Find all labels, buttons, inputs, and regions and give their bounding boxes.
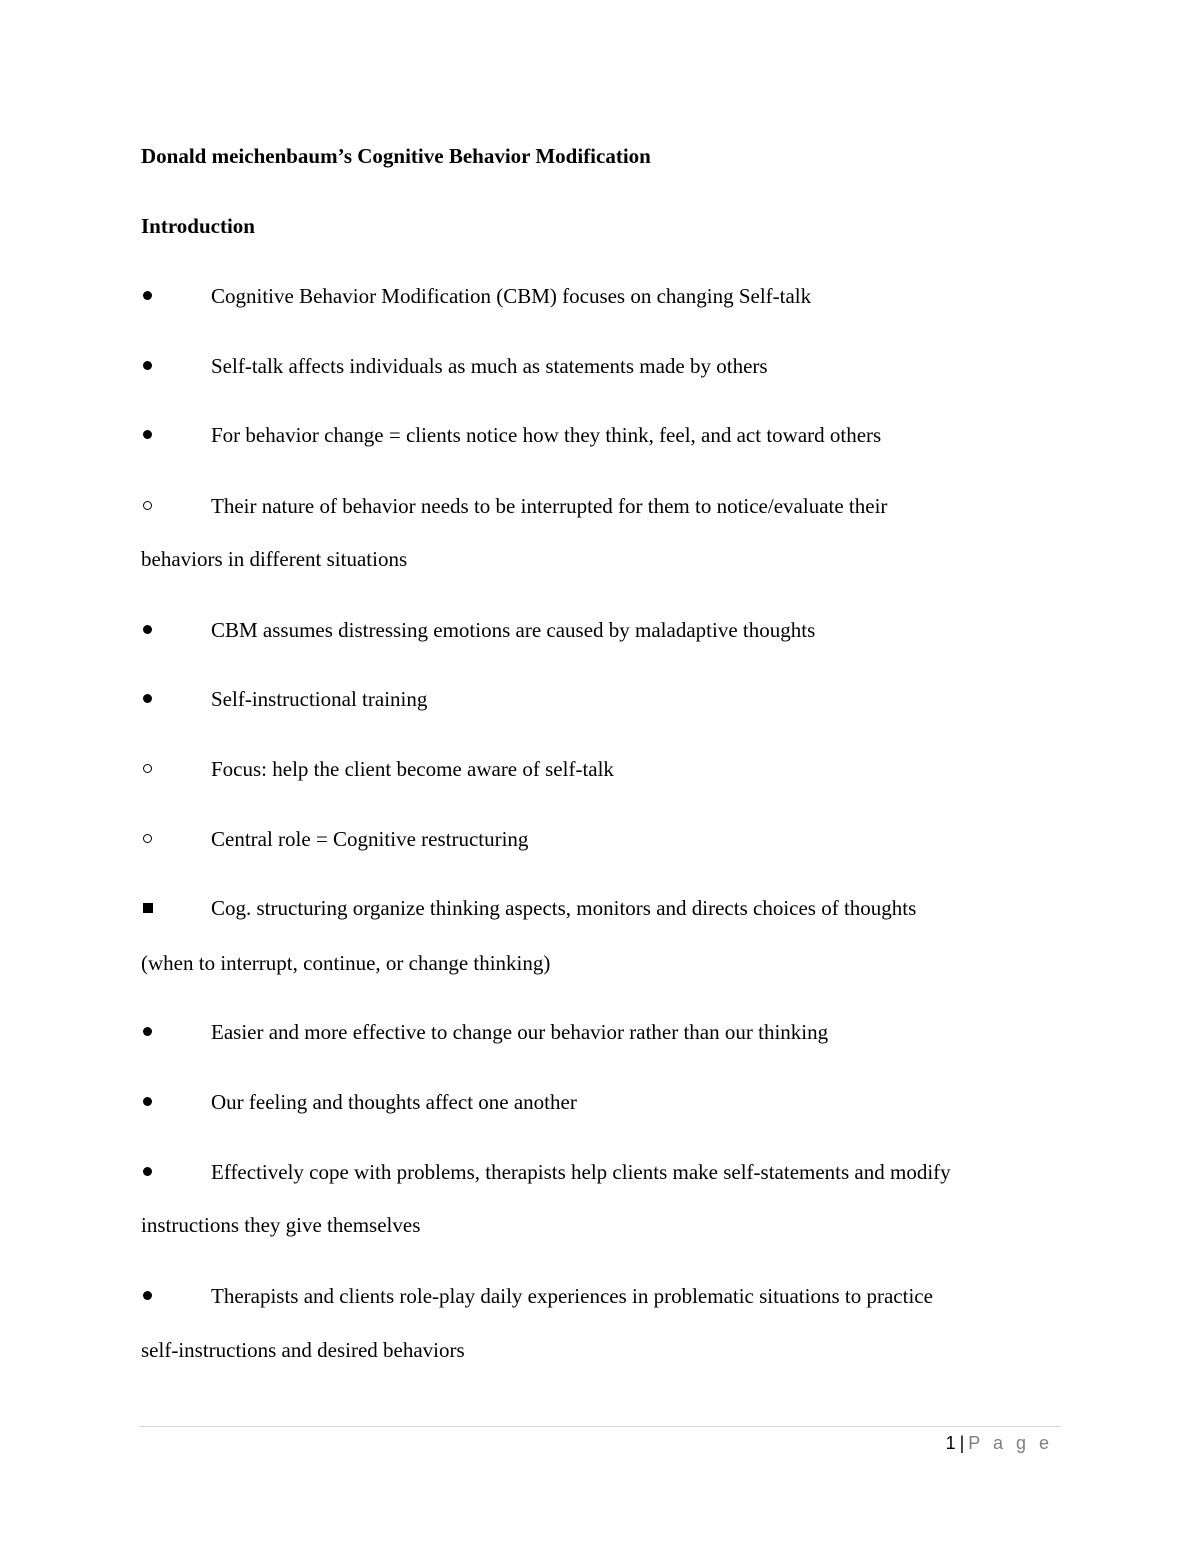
- footer-separator: |: [959, 1433, 965, 1453]
- bullet-disc-icon: [141, 1159, 163, 1185]
- list-item: Therapists and clients role-play daily experiences in problematic situations to practice: [211, 1284, 933, 1308]
- list-item: Cog. structuring organize thinking aspects, monitors and directs choices of thoughts: [211, 896, 917, 920]
- list-item: Self-talk affects individuals as much as statements made by others: [211, 354, 768, 378]
- page-label: P a g e: [968, 1433, 1053, 1453]
- list-item: For behavior change = clients notice how they think, feel, and act toward others: [211, 423, 882, 447]
- bullet-square-icon: [141, 895, 163, 921]
- bullet-disc-icon: [141, 617, 163, 643]
- list-item: Their nature of behavior needs to be interrupted for them to notice/evaluate their: [211, 494, 888, 518]
- document-title: Donald meichenbaum’s Cognitive Behavior Modification: [141, 144, 651, 168]
- page-number: 1: [945, 1433, 956, 1453]
- list-item: Focus: help the client become aware of self-talk: [211, 757, 614, 781]
- list-item-continuation: (when to interrupt, continue, or change thinking): [141, 951, 551, 975]
- bullet-disc-icon: [141, 1283, 163, 1309]
- bullet-disc-icon: [141, 283, 163, 309]
- bullet-disc-icon: [141, 1089, 163, 1115]
- list-item-continuation: self-instructions and desired behaviors: [141, 1338, 465, 1362]
- list-item-continuation: behaviors in different situations: [141, 547, 408, 571]
- bullet-circle-icon: [141, 493, 163, 519]
- bullet-circle-icon: [141, 826, 163, 852]
- list-item: CBM assumes distressing emotions are caused by maladaptive thoughts: [211, 618, 816, 642]
- list-item: Central role = Cognitive restructuring: [211, 827, 529, 851]
- list-item: Cognitive Behavior Modification (CBM) focuses on changing Self-talk: [211, 284, 812, 308]
- list-item-continuation: instructions they give themselves: [141, 1213, 421, 1237]
- list-item: Self-instructional training: [211, 687, 428, 711]
- bullet-disc-icon: [141, 1019, 163, 1045]
- bullet-circle-icon: [141, 756, 163, 782]
- list-item: Effectively cope with problems, therapists help clients make self-statements and modify: [211, 1160, 951, 1184]
- footer-divider: [139, 1426, 1061, 1427]
- list-item: Our feeling and thoughts affect one another: [211, 1090, 577, 1114]
- section-heading: Introduction: [141, 214, 255, 238]
- bullet-disc-icon: [141, 422, 163, 448]
- page-footer: [946, 1431, 1053, 1455]
- bullet-disc-icon: [141, 353, 163, 379]
- list-item: Easier and more effective to change our behavior rather than our thinking: [211, 1020, 829, 1044]
- bullet-disc-icon: [141, 686, 163, 712]
